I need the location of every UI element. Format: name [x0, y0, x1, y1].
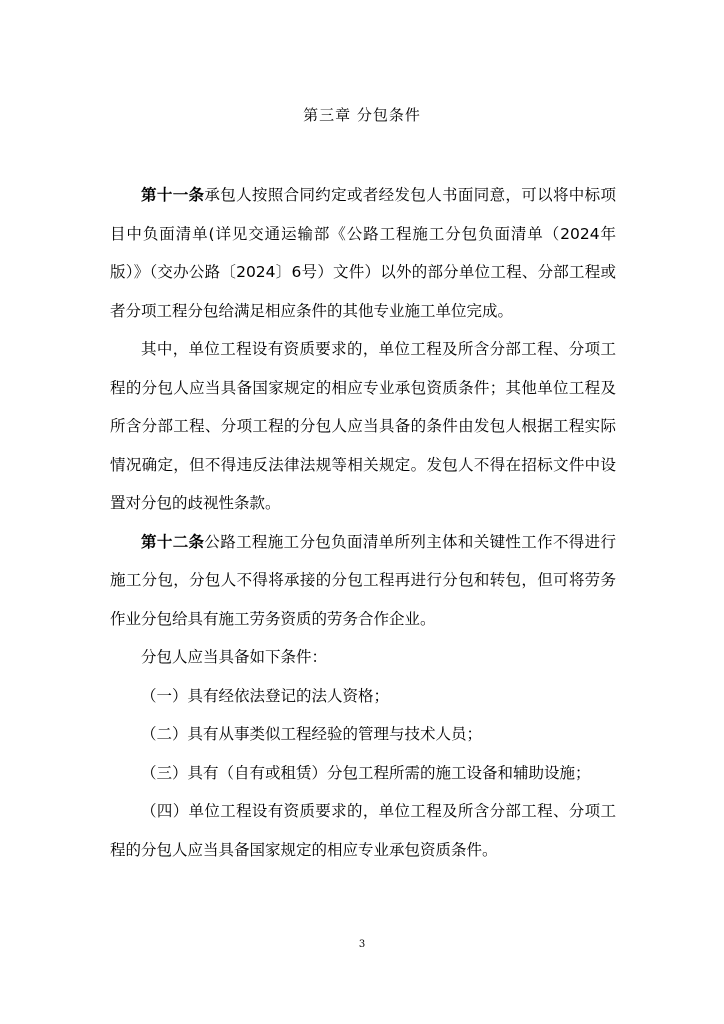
conditions-intro: 分包人应当具备如下条件：: [141, 648, 328, 666]
document-body: [110, 176, 616, 869]
condition-item-2: （二）具有从事类似工程经验的管理与技术人员；: [141, 725, 483, 743]
condition-item-4: （四）单位工程设有资质要求的，单位工程及所含分部工程、分项工程的分包人应当具备国家规定的相应专业承包资质条件。: [110, 802, 616, 859]
article-11-paragraph: [110, 176, 616, 330]
condition-item-1: （一）具有经依法登记的法人资格；: [141, 686, 390, 705]
article-label: 第十一条: [141, 186, 205, 204]
article-12-paragraph: [110, 523, 616, 639]
page-number: 3: [358, 939, 366, 950]
article-label: 第十二条: [141, 532, 205, 551]
article-11-detail-paragraph: 其中，单位工程设有资质要求的，单位工程及所含分部工程、分项工程的分包人应当具备国家规定的相应专业承包资质条件；其他单位工程及所含分部工程、分项工程的分包人应当具备的条件由发包人根据工程实际情况确定，但不得违反法律法规等相关规定。发包人不得在招标文件中设置对分包的歧视性条款。: [110, 340, 616, 512]
article-text: 公路工程施工分包负面清单所列主体和关键性工作不得进行施工分包，分包人不得将承接的分包工程再进行分包和转包，但可将劳务作业分包给具有施工劳务资质的劳务合作企业。: [110, 532, 616, 628]
condition-item-3: （三）具有（自有或租赁）分包工程所需的施工设备和辅助设施；: [141, 763, 591, 782]
chapter-title: 第三章 分包条件: [303, 106, 421, 124]
article-text: 承包人按照合同约定或者经发包人书面同意，可以将中标项目中负面清单(详见交通运输部《公路工程施工分包负面清单（2024年版）》（交办公路〔2024〕6号）文件）以外的部分单位工程、分部工程或者分项工程分包给满足相应条件的其他专业施工单位完成。: [110, 186, 616, 320]
